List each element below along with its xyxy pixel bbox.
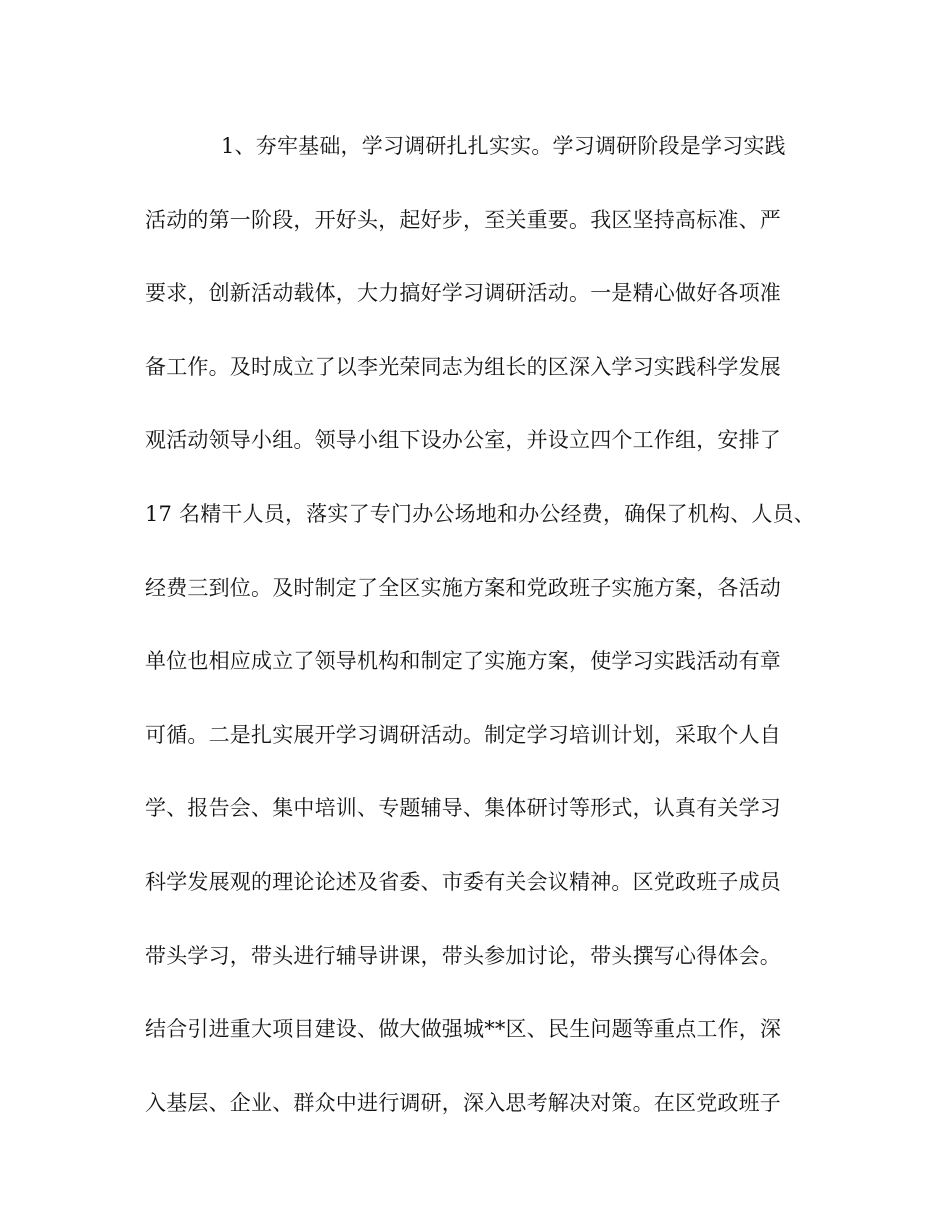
paragraph-line: 带头学习，带头进行辅导讲课，带头参加讨论，带头撰写心得体会。 <box>145 943 781 968</box>
paragraph-line: 结合引进重大项目建设、做大做强城**区、民生问题等重点工作，深 <box>145 1017 782 1042</box>
paragraph-line: 备工作。及时成立了以李光荣同志为组长的区深入学习实践科学发展 <box>145 354 781 379</box>
paragraph-line: 观活动领导小组。领导小组下设办公室，并设立四个工作组，安排了 <box>145 428 781 453</box>
paragraph-line: 经费三到位。及时制定了全区实施方案和党政班子实施方案，各活动 <box>145 575 781 600</box>
paragraph-line: 学、报告会、集中培训、专题辅导、集体研讨等形式，认真有关学习 <box>145 796 781 821</box>
paragraph-line: 科学发展观的理论论述及省委、市委有关会议精神。区党政班子成员 <box>145 869 781 894</box>
paragraph-line: 可循。二是扎实展开学习调研活动。制定学习培训计划，采取个人自 <box>145 722 781 747</box>
paragraph-line: 1、夯牢基础，学习调研扎扎实实。学习调研阶段是学习实践 <box>221 134 786 158</box>
paragraph-line: 17 名精干人员，落实了专门办公场地和办公经费，确保了机构、人员、 <box>145 501 815 526</box>
paragraph-line: 活动的第一阶段，开好头，起好步，至关重要。我区坚持高标准、严 <box>145 207 781 232</box>
paragraph-line: 要求，创新活动载体，大力搞好学习调研活动。一是精心做好各项准 <box>145 281 781 306</box>
body-paragraph <box>145 123 825 1153</box>
paragraph-line: 入基层、企业、群众中进行调研，深入思考解决对策。在区党政班子 <box>145 1090 781 1115</box>
paragraph-line: 单位也相应成立了领导机构和制定了实施方案，使学习实践活动有章 <box>145 649 781 674</box>
